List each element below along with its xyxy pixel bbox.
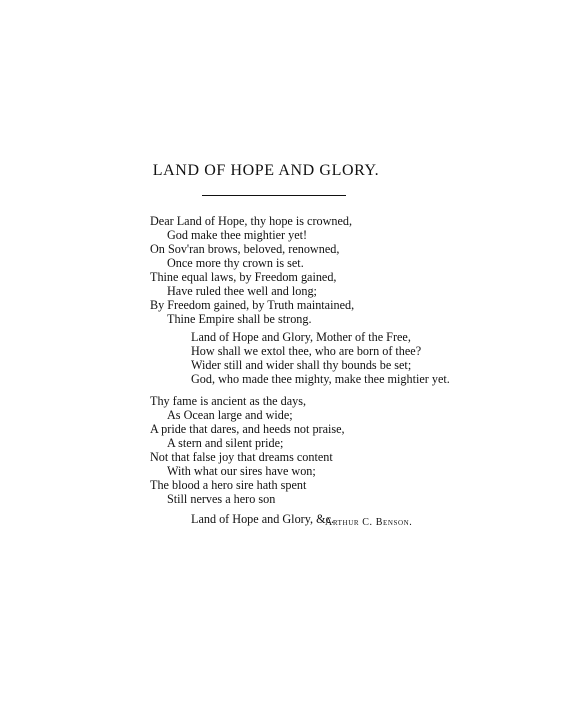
- chorus-line-1: Land of Hope and Glory, Mother of the Free,: [191, 330, 411, 344]
- stanza-2-line-1: Thy fame is ancient as the days,: [150, 394, 307, 408]
- chorus-line-2: How shall we extol thee, who are born of thee?: [191, 344, 422, 358]
- author-signature: Arthur C. Benson.: [325, 517, 413, 528]
- stanza-2-line-3: A pride that dares, and heeds not praise,: [150, 422, 345, 436]
- stanza-2-line-5: Not that false joy that dreams content: [150, 450, 333, 464]
- stanza-2-line-2: As Ocean large and wide;: [167, 408, 293, 422]
- chorus-line-3: Wider still and wider shall thy bounds be set;: [191, 358, 412, 372]
- stanza-1-line-7: By Freedom gained, by Truth maintained,: [150, 298, 355, 312]
- stanza-1-line-1: Dear Land of Hope, thy hope is crowned,: [150, 214, 353, 228]
- stanza-2-line-6: With what our sires have won;: [167, 464, 316, 478]
- refrain-line: Land of Hope and Glory, &c.: [191, 512, 335, 526]
- stanza-2-line-4: A stern and silent pride;: [167, 436, 284, 450]
- stanza-1-line-6: Have ruled thee well and long;: [167, 284, 317, 298]
- title-divider: [202, 195, 346, 196]
- stanza-1-line-5: Thine equal laws, by Freedom gained,: [150, 270, 337, 284]
- stanza-1-line-8: Thine Empire shall be strong.: [167, 312, 312, 326]
- stanza-1-line-4: Once more thy crown is set.: [167, 256, 304, 270]
- stanza-2-line-7: The blood a hero sire hath spent: [150, 478, 307, 492]
- stanza-1-line-3: On Sov'ran brows, beloved, renowned,: [150, 242, 340, 256]
- chorus-line-4: God, who made thee mighty, make thee mightier yet.: [191, 372, 450, 386]
- stanza-1-line-2: God make thee mightier yet!: [167, 228, 308, 242]
- stanza-2-line-8: Still nerves a hero son: [167, 492, 276, 506]
- poem-title: LAND OF HOPE AND GLORY.: [152, 162, 380, 179]
